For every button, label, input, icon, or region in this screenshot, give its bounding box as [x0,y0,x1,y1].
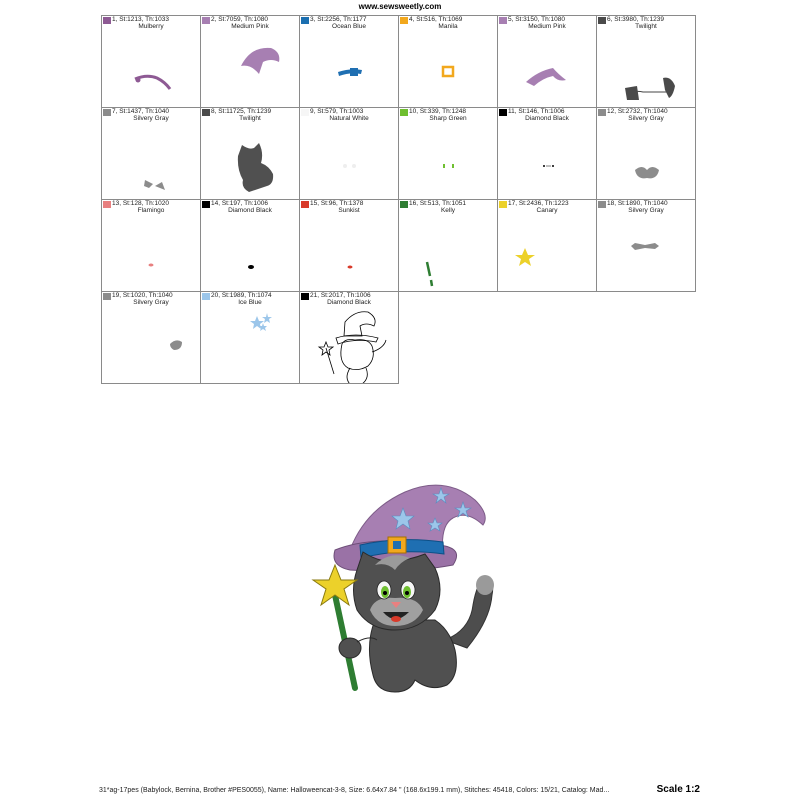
color-info: 19, St:1020, Th:1040 [112,292,173,299]
color-cell [200,107,300,200]
color-cell [497,107,597,200]
color-cell [497,199,597,292]
color-cell [596,199,696,292]
color-info: 18, St:1890, Th:1040 [607,200,668,207]
color-info: 20, St:1989, Th:1074 [211,292,272,299]
color-info: 12, St:2732, Th:1040 [607,108,668,115]
color-cell [299,199,399,292]
thread-name: Kelly [440,207,456,214]
scale-label: Scale 1:2 [656,784,700,795]
color-info: 7, St:1437, Th:1040 [112,108,169,115]
color-cell [596,15,696,108]
color-info: 13, St:128, Th:1020 [112,200,169,207]
color-info: 14, St:197, Th:1006 [211,200,268,207]
thread-name: Medium Pink [528,23,566,30]
thread-name: Flamingo [137,207,165,214]
color-info: 21, St:2017, Th:1006 [310,292,371,299]
thread-name: Sharp Green [429,115,467,122]
thread-name: Diamond Black [327,299,371,306]
color-info: 4, St:516, Th:1069 [409,16,463,23]
thread-name: Silvery Gray [628,115,664,122]
color-cell [299,15,399,108]
color-info: 10, St:339, Th:1248 [409,108,466,115]
thread-name: Ocean Blue [332,23,366,30]
color-info: 17, St:2436, Th:1223 [508,200,569,207]
thread-name: Natural White [329,115,369,122]
thread-name: Diamond Black [525,115,569,122]
thread-name: Canary [536,207,558,214]
thread-name: Sunkist [338,207,360,214]
color-info: 3, St:2256, Th:1177 [310,16,367,23]
thread-name: Twilight [239,115,261,122]
embroidery-design-preview [295,470,505,700]
thread-name: Silvery Gray [133,299,169,306]
thread-name: Manila [438,23,458,30]
design-details: 31*ag-17pes (Babylock, Bernina, Brother #PES0055), Name: Halloweencat-3-8, Size: 6.64x7.84 " (168.6x199.1 mm), Stitches: 45418, Colors: 15/21, Catalog: Mad... [99,787,610,794]
color-cell [101,199,201,292]
color-cell [101,15,201,108]
color-cell [200,199,300,292]
thread-name: Twilight [635,23,657,30]
thread-name: Silvery Gray [628,207,664,214]
color-cell [398,199,498,292]
color-info: 11, St:146, Th:1006 [508,108,565,115]
tail-tip [476,575,494,595]
color-info: 15, St:96, Th:1378 [310,200,364,207]
color-info: 8, St:11725, Th:1239 [211,108,272,115]
color-cell [299,291,399,384]
thread-name: Silvery Gray [133,115,169,122]
thread-name: Mulberry [138,23,164,30]
color-info: 5, St:3150, Th:1080 [508,16,565,23]
color-cell [101,291,201,384]
color-info: 9, St:579, Th:1003 [310,108,364,115]
cat-body [369,620,456,692]
paw [339,638,361,658]
color-cell [398,15,498,108]
color-cell [200,15,300,108]
thread-name: Ice Blue [238,299,262,306]
color-cell [497,15,597,108]
color-cell [200,291,300,384]
color-info: 1, St:1213, Th:1033 [112,16,169,23]
site-url[interactable]: www.sewsweetly.com [358,2,442,11]
color-info: 6, St:3980, Th:1239 [607,16,664,23]
thread-name: Medium Pink [231,23,269,30]
color-info: 2, St:7059, Th:1080 [211,16,268,23]
color-cell [299,107,399,200]
color-cell [596,107,696,200]
thread-name: Diamond Black [228,207,272,214]
color-cell [101,107,201,200]
color-cell [398,107,498,200]
color-info: 16, St:513, Th:1051 [409,200,466,207]
